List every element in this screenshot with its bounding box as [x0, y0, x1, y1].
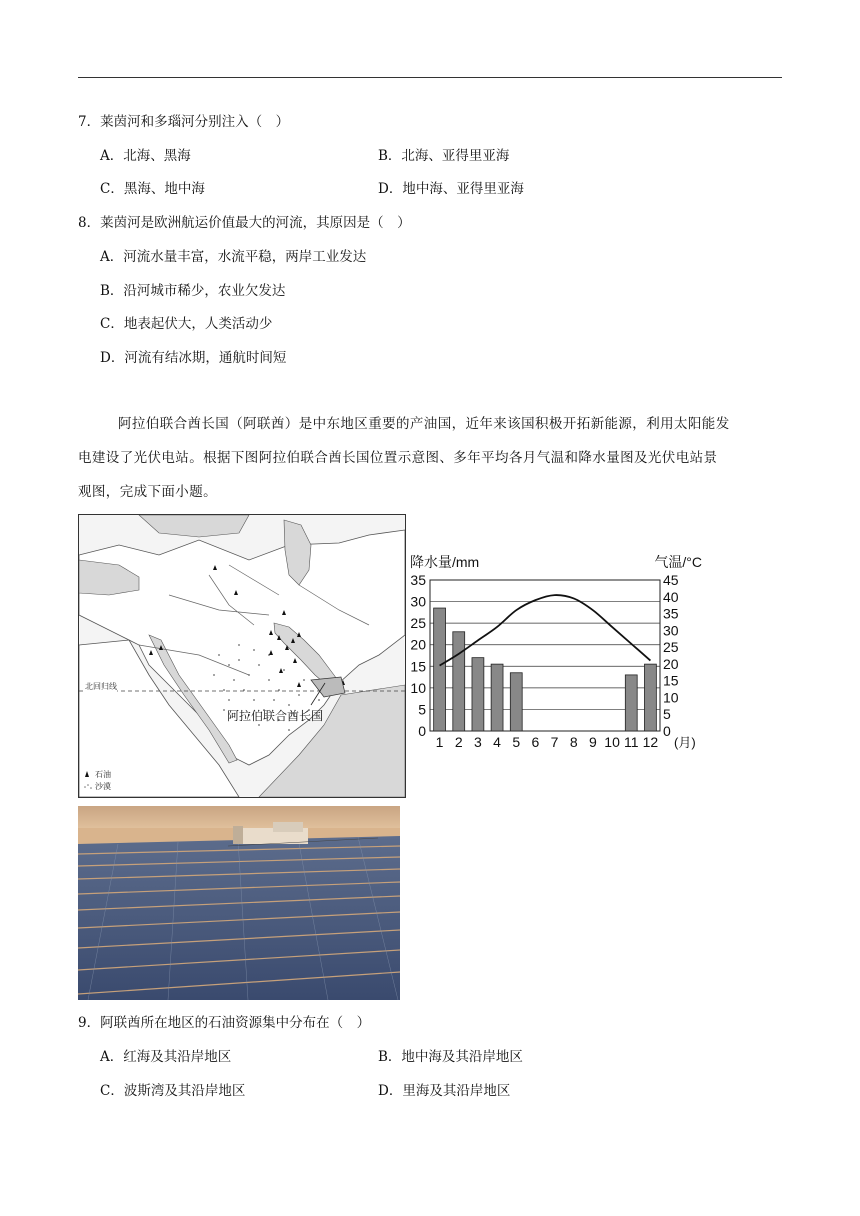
intro-paragraph	[78, 407, 782, 509]
right-tick-label: 35	[663, 605, 679, 622]
q8-stem: 8．莱茵河是欧洲航运价值最大的河流，其原因是（ ）	[78, 215, 411, 231]
left-tick-label: 30	[410, 593, 426, 610]
left-tick-label: 0	[418, 723, 426, 739]
q9-stem: 9．阿联酋所在地区的石油资源集中分布在（ ）	[78, 1015, 371, 1031]
x-tick-label: 7	[550, 734, 559, 750]
right-tick-label: 15	[663, 672, 679, 689]
x-tick-label: 5	[512, 734, 521, 750]
solar-plant-photo	[78, 806, 400, 1000]
q9-option-d[interactable]: D．里海及其沿岸地区	[378, 1083, 511, 1099]
precip-bar	[644, 664, 656, 731]
x-tick-label: 3	[474, 734, 482, 750]
solar-plant-drawing	[78, 806, 400, 1000]
precip-bar	[453, 632, 465, 731]
right-tick-label: 45	[663, 572, 679, 588]
precip-bar	[472, 658, 484, 731]
x-tick-label: 2	[454, 734, 463, 750]
top-rule	[78, 77, 782, 78]
left-tick-label: 15	[410, 658, 426, 675]
right-tick-label: 40	[663, 588, 679, 605]
right-tick-label: 0	[663, 723, 671, 739]
q7-option-a[interactable]: A．北海、黑海	[100, 148, 191, 164]
x-tick-label: 9	[589, 734, 597, 750]
climate-chart-svg	[404, 548, 704, 763]
q7-option-d[interactable]: D．地中海、亚得里亚海	[378, 181, 524, 197]
precip-bar	[625, 675, 637, 731]
left-tick-label: 25	[410, 615, 426, 632]
q9-option-b[interactable]: B．地中海及其沿岸地区	[378, 1049, 523, 1065]
x-unit-label: (月)	[674, 735, 696, 750]
q7-option-c[interactable]: C．黑海、地中海	[100, 181, 205, 197]
map-drawing	[79, 515, 405, 797]
climate-chart	[404, 548, 704, 763]
intro-line-1: 阿拉伯联合酋长国（阿联酋）是中东地区重要的产油国，近年来该国积极开拓新能源，利用太阳能发	[118, 416, 730, 432]
right-tick-label: 30	[663, 622, 679, 639]
q9-option-a[interactable]: A．红海及其沿岸地区	[100, 1049, 232, 1065]
x-tick-label: 1	[435, 734, 444, 750]
left-tick-label: 10	[410, 679, 426, 696]
intro-line-2: 电建设了光伏电站。根据下图阿拉伯联合酋长国位置示意图、多年平均各月气温和降水量图及光伏电站景	[78, 450, 718, 466]
intro-line-3: 观图，完成下面小题。	[78, 484, 217, 500]
x-tick-label: 10	[604, 734, 620, 750]
legend-oil: 石油	[95, 770, 111, 779]
x-tick-label: 4	[493, 734, 501, 750]
q8-option-c[interactable]: C．地表起伏大，人类活动少	[100, 316, 273, 332]
q8-option-a[interactable]: A．河流水量丰富，水流平稳，两岸工业发达	[100, 249, 367, 265]
x-tick-label: 6	[531, 734, 540, 750]
right-tick-label: 25	[663, 639, 679, 656]
left-tick-label: 35	[410, 572, 426, 588]
left-axis-label: 降水量/mm	[410, 554, 480, 570]
q9-option-c[interactable]: C．波斯湾及其沿岸地区	[100, 1083, 246, 1099]
x-tick-label: 11	[623, 734, 639, 750]
right-tick-label: 10	[663, 689, 679, 706]
precip-bar	[434, 608, 446, 731]
right-axis-label: 气温/°C	[654, 554, 702, 570]
x-tick-label: 8	[569, 734, 578, 750]
right-tick-label: 20	[663, 655, 679, 672]
legend-desert: 沙漠	[95, 782, 111, 791]
q7-option-b[interactable]: B．北海、亚得里亚海	[378, 148, 510, 164]
left-tick-label: 5	[418, 701, 426, 718]
left-tick-label: 20	[410, 636, 426, 653]
q8-option-d[interactable]: D．河流有结冰期，通航时间短	[100, 350, 287, 366]
temperature-line	[440, 595, 651, 666]
location-map	[78, 514, 406, 798]
country-label: 阿拉伯联合酋长国	[227, 709, 324, 723]
tropic-label: 北回归线	[85, 682, 117, 691]
q7-stem: 7．莱茵河和多瑙河分别注入（ ）	[78, 114, 290, 130]
right-tick-label: 5	[663, 706, 671, 723]
x-tick-label: 12	[642, 734, 659, 750]
precip-bar	[491, 664, 503, 731]
q8-option-b[interactable]: B．沿河城市稀少，农业欠发达	[100, 283, 286, 299]
precip-bar	[510, 673, 522, 731]
